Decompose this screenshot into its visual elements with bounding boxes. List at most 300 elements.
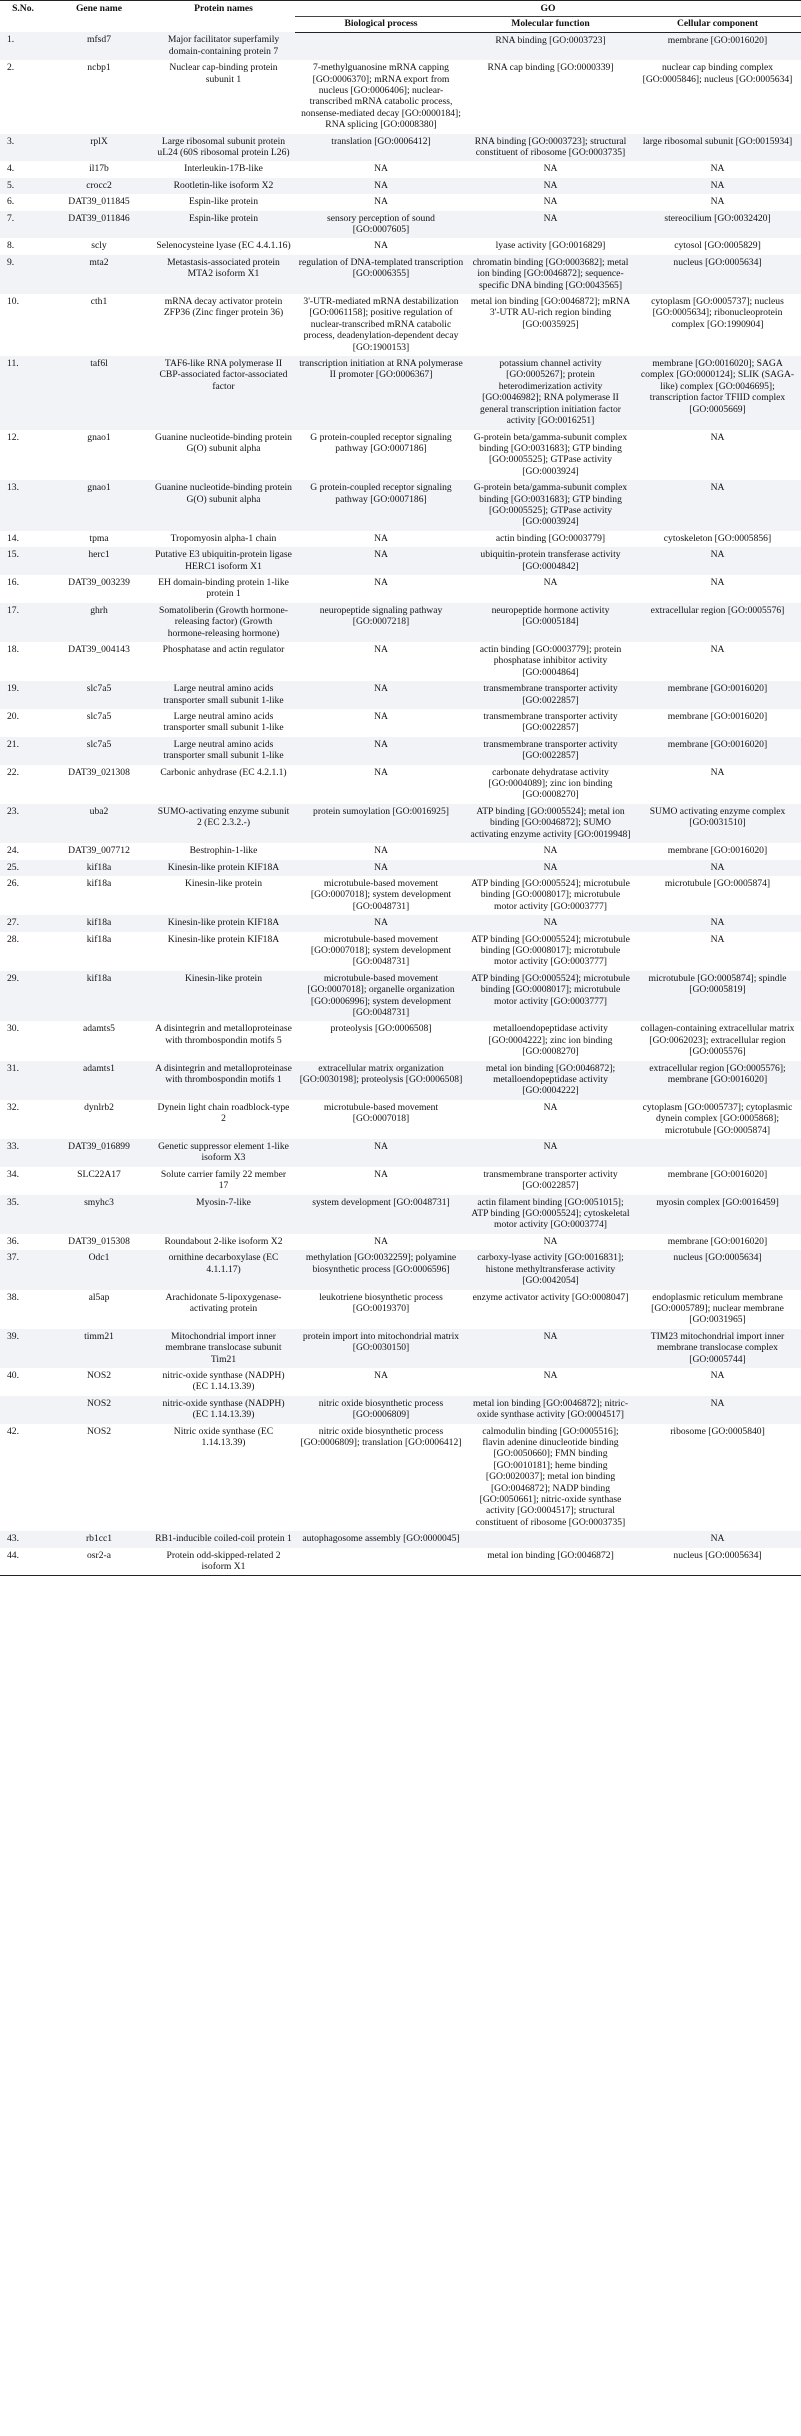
cell-gene-name: NOS2 <box>87 1397 111 1409</box>
cell-gene-name: kif18a <box>86 861 112 873</box>
cell-sno: 26. <box>7 877 19 889</box>
cell-molecular-function: NA <box>543 1369 558 1381</box>
cell-cellular-component: nucleus [GO:0005634] <box>673 1252 762 1264</box>
cell-protein-names: Dynein light chain roadblock-type 2 <box>157 1101 290 1125</box>
cell-sno: 18. <box>7 644 19 655</box>
cell-gene-name: rb1cc1 <box>85 1533 113 1545</box>
cell-biological-process: extracellular matrix organization [GO:0030198]; proteolysis [GO:0006508] <box>299 1062 463 1085</box>
cell-gene-name: kif18a <box>86 877 112 889</box>
cell-biological-process: NA <box>374 644 388 655</box>
cell-cellular-component: NA <box>710 1397 725 1409</box>
table-row <box>0 642 801 681</box>
cell-molecular-function: carbonate dehydratase activity [GO:0004089]; zinc ion binding [GO:0008270] <box>488 766 613 801</box>
cell-gene-name: NOS2 <box>87 1369 111 1381</box>
cell-gene-name: slc7a5 <box>86 738 112 750</box>
cell-protein-names: Arachidonate 5-lipoxygenase-activating protein <box>165 1291 282 1314</box>
cell-biological-process: microtubule-based movement [GO:0007018]; organelle organization [GO:0006996]; system development [GO:0048731] <box>307 972 455 1018</box>
table-header <box>0 1 801 33</box>
cell-gene-name: slc7a5 <box>86 683 112 695</box>
cell-biological-process: transcription initiation at RNA polymerase II promoter [GO:0006367] <box>299 358 463 381</box>
table-row <box>0 178 801 194</box>
cell-sno: 31. <box>7 1062 19 1074</box>
header-cellular-component: Cellular component <box>634 17 801 32</box>
cell-biological-process: G protein-coupled receptor signaling pathway [GO:0007186] <box>310 482 452 505</box>
cell-protein-names: nitric-oxide synthase (NADPH) (EC 1.14.13.39) <box>162 1397 285 1421</box>
cell-protein-names: A disintegrin and metalloproteinase with thrombospondin motifs 5 <box>155 1023 292 1046</box>
cell-protein-names: Rootletin-like isoform X2 <box>173 179 274 191</box>
cell-molecular-function: NA <box>543 196 558 208</box>
cell-molecular-function: NA <box>543 1235 558 1247</box>
cell-molecular-function: ATP binding [GO:0005524]; microtubule binding [GO:0008017]; microtubule motor activity [GO:0003777] <box>471 877 630 912</box>
cell-gene-name: adamts1 <box>83 1062 115 1074</box>
cell-sno: 25. <box>7 861 19 873</box>
cell-biological-process: proteolysis [GO:0006508] <box>330 1023 432 1035</box>
cell-cellular-component: NA <box>710 933 725 945</box>
cell-cellular-component: stereocilium [GO:0032420] <box>664 212 771 224</box>
cell-cellular-component: cytoplasm [GO:0005737]; nucleus [GO:0005634]; ribonucleoprotein complex [GO:1990904] <box>651 296 784 330</box>
cell-molecular-function: transmembrane transporter activity [GO:0022857] <box>483 711 618 734</box>
cell-gene-name: il17b <box>89 163 109 175</box>
cell-biological-process: NA <box>374 179 388 191</box>
cell-cellular-component <box>634 1139 801 1167</box>
cell-protein-names: Nuclear cap-binding protein subunit 1 <box>169 62 278 85</box>
cell-sno: 42. <box>7 1425 19 1437</box>
cell-biological-process: NA <box>374 549 388 561</box>
cell-biological-process: microtubule-based movement [GO:0007018]; system development [GO:0048731] <box>310 933 452 968</box>
cell-cellular-component: NA <box>710 196 725 208</box>
cell-biological-process: G protein-coupled receptor signaling pathway [GO:0007186] <box>310 431 452 454</box>
cell-gene-name: osr2-a <box>46 1548 152 1576</box>
cell-cellular-component: nucleus [GO:0005634] <box>673 256 762 268</box>
cell-sno: 23. <box>7 805 19 817</box>
cell-cellular-component: extracellular region [GO:0005576] <box>650 604 785 616</box>
table-body <box>0 32 801 1576</box>
cell-cellular-component: NA <box>710 861 725 873</box>
cell-biological-process: 7-methylguanosine mRNA capping [GO:0006370]; mRNA export from nucleus [GO:0006406]; nuclear-transcribed mRNA catabolic process, nonsense-mediated decay [GO:0000184]; RNA splicing [GO:0008380] <box>301 62 461 131</box>
cell-protein-names: Metastasis-associated protein MTA2 isoform X1 <box>167 256 280 280</box>
table-row <box>0 356 801 429</box>
cell-protein-names: Large neutral amino acids transporter small subunit 1-like <box>163 711 284 734</box>
cell-protein-names: A disintegrin and metalloproteinase with thrombospondin motifs 1 <box>155 1062 292 1085</box>
cell-protein-names: Kinesin-like protein KIF18A <box>167 861 280 873</box>
cell-sno: 13. <box>7 482 19 494</box>
cell-molecular-function: metalloendopeptidase activity [GO:0004222]; zinc ion binding [GO:0008270] <box>488 1023 613 1058</box>
table-row <box>0 238 801 254</box>
table-row <box>0 603 801 642</box>
cell-molecular-function: actin binding [GO:0003779] <box>495 532 606 544</box>
cell-protein-names: Kinesin-like protein <box>185 877 262 889</box>
cell-sno: 14. <box>7 532 19 544</box>
cell-biological-process: NA <box>374 1168 388 1180</box>
cell-cellular-component: extracellular region [GO:0005576]; membrane [GO:0016020] <box>649 1062 786 1085</box>
cell-protein-names: Protein odd-skipped-related 2 isoform X1 <box>152 1548 295 1576</box>
table-row <box>0 430 801 481</box>
cell-sno: 33. <box>7 1141 19 1153</box>
cell-gene-name: DAT39_011845 <box>68 196 130 208</box>
cell-sno: 44. <box>0 1548 46 1576</box>
cell-molecular-function: G-protein beta/gamma-subunit complex binding [GO:0031683]; GTP binding [GO:0005525]; GTPase activity [GO:0003924] <box>473 431 628 477</box>
cell-gene-name: taf6l <box>90 358 108 370</box>
cell-biological-process: leukotriene biosynthetic process [GO:0019370] <box>319 1291 443 1314</box>
table-row <box>0 1100 801 1139</box>
cell-protein-names: Kinesin-like protein KIF18A <box>167 917 280 929</box>
table-row <box>0 161 801 177</box>
cell-protein-names: TAF6-like RNA polymerase II CBP-associated factor-associated factor <box>159 358 288 392</box>
cell-sno: 5. <box>7 179 15 191</box>
cell-biological-process: NA <box>374 917 388 929</box>
cell-protein-names: Espin-like protein <box>188 212 258 224</box>
cell-gene-name: SLC22A17 <box>77 1168 121 1180</box>
table-row <box>0 1139 801 1167</box>
cell-gene-name: ghrh <box>90 604 108 616</box>
cell-cellular-component: NA <box>710 179 725 191</box>
cell-protein-names: Carbonic anhydrase (EC 4.2.1.1) <box>160 766 287 778</box>
cell-gene-name: kif18a <box>86 917 112 929</box>
cell-molecular-function: ATP binding [GO:0005524]; microtubule binding [GO:0008017]; microtubule motor activity [GO:0003777] <box>471 933 630 968</box>
cell-gene-name: ncbp1 <box>87 62 111 74</box>
cell-protein-names: RB1-inducible coiled-coil protein 1 <box>155 1533 292 1545</box>
cell-gene-name: Odc1 <box>88 1252 110 1264</box>
cell-sno: 36. <box>7 1235 19 1247</box>
cell-biological-process: NA <box>374 845 388 857</box>
cell-protein-names: ornithine decarboxylase (EC 4.1.1.17) <box>168 1252 279 1275</box>
cell-protein-names: Interleukin-17B-like <box>184 163 263 175</box>
cell-cellular-component: NA <box>710 766 725 778</box>
cell-biological-process: NA <box>374 1235 388 1247</box>
cell-cellular-component: myosin complex [GO:0016459] <box>656 1196 779 1208</box>
cell-cellular-component: large ribosomal subunit [GO:0015934] <box>642 135 793 147</box>
cell-gene-name: DAT39_004143 <box>68 644 130 655</box>
cell-gene-name: crocc2 <box>86 179 112 191</box>
cell-protein-names: Mitochondrial import inner membrane translocase subunit Tim21 <box>165 1330 282 1365</box>
table-row <box>0 480 801 531</box>
cell-gene-name: al5ap <box>88 1291 110 1303</box>
cell-biological-process: NA <box>374 576 388 588</box>
cell-molecular-function: NA <box>543 576 558 588</box>
cell-biological-process: NA <box>374 196 388 208</box>
table-row <box>0 531 801 547</box>
cell-biological-process: sensory perception of sound [GO:0007605] <box>327 212 435 235</box>
cell-molecular-function: NA <box>543 845 558 857</box>
cell-protein-names: Selenocysteine lyase (EC 4.4.1.16) <box>156 240 291 252</box>
cell-molecular-function: actin binding [GO:0003779]; protein phosphatase inhibitor activity [GO:0004864] <box>479 644 622 678</box>
cell-cellular-component: membrane [GO:0016020] <box>667 683 768 695</box>
cell-protein-names: Large neutral amino acids transporter small subunit 1-like <box>163 738 284 762</box>
cell-sno: 15. <box>7 549 19 561</box>
cell-protein-names: Large neutral amino acids transporter small subunit 1-like <box>163 683 284 706</box>
cell-gene-name: tpma <box>89 532 109 544</box>
cell-molecular-function: ATP binding [GO:0005524]; microtubule binding [GO:0008017]; microtubule motor activity [GO:0003777] <box>471 972 630 1007</box>
table-row <box>0 709 801 737</box>
cell-molecular-function: metal ion binding [GO:0046872]; mRNA 3'-UTR AU-rich region binding [GO:0035925] <box>470 296 631 330</box>
cell-gene-name: mta2 <box>89 256 109 268</box>
table-row <box>0 915 801 931</box>
cell-molecular-function: metal ion binding [GO:0046872] <box>467 1548 634 1576</box>
table-row <box>0 876 801 915</box>
table-row <box>0 294 801 356</box>
table-row <box>0 32 801 60</box>
table-row <box>0 1368 801 1396</box>
cell-sno: 34. <box>7 1168 19 1180</box>
cell-biological-process: NA <box>374 163 388 175</box>
cell-sno: 3. <box>7 135 15 147</box>
cell-molecular-function: NA <box>543 917 558 929</box>
cell-gene-name: DAT39_016899 <box>68 1141 130 1153</box>
cell-molecular-function: RNA binding [GO:0003723] <box>495 34 606 46</box>
cell-sno: 28. <box>7 933 19 945</box>
cell-gene-name: dynlrb2 <box>84 1101 114 1113</box>
cell-gene-name: timm21 <box>84 1330 114 1342</box>
cell-molecular-function: NA <box>543 163 558 175</box>
cell-biological-process: microtubule-based movement [GO:0007018] <box>323 1101 439 1125</box>
table-row <box>0 255 801 294</box>
cell-sno: 32. <box>7 1101 19 1113</box>
cell-cellular-component: collagen-containing extracellular matrix [GO:0062023]; extracellular region [GO:0005576] <box>640 1023 795 1058</box>
cell-sno: 20. <box>7 711 19 723</box>
cell-molecular-function: NA <box>543 1141 558 1153</box>
cell-sno: 21. <box>7 738 19 750</box>
header-gene-name: Gene name <box>46 1 152 33</box>
cell-biological-process: 3'-UTR-mediated mRNA destabilization [GO:0061158]; positive regulation of nuclear-transcribed mRNA catabolic process, deadenylation-dependent decay [GO:1900153] <box>303 296 459 353</box>
cell-gene-name: gnao1 <box>87 482 111 494</box>
cell-sno: 39. <box>7 1330 19 1342</box>
table-row <box>0 765 801 804</box>
cell-sno: 29. <box>7 972 19 984</box>
cell-cellular-component: membrane [GO:0016020] <box>667 738 768 750</box>
header-biological-process: Biological process <box>295 17 467 32</box>
cell-cellular-component: membrane [GO:0016020] <box>667 1168 768 1180</box>
cell-biological-process: NA <box>374 240 388 252</box>
table-row <box>0 194 801 210</box>
cell-protein-names: Tropomyosin alpha-1 chain <box>170 532 277 544</box>
table-row <box>0 1195 801 1234</box>
table-row <box>0 1290 801 1329</box>
table-row <box>0 575 801 603</box>
table-row <box>0 547 801 575</box>
cell-cellular-component: cytosol [GO:0005829] <box>674 240 761 252</box>
cell-molecular-function: enzyme activator activity [GO:0008047] <box>472 1291 629 1303</box>
cell-cellular-component: nucleus [GO:0005634] <box>634 1548 801 1576</box>
cell-cellular-component: NA <box>710 1533 725 1545</box>
cell-molecular-function: NA <box>543 1101 558 1113</box>
cell-gene-name: gnao1 <box>87 431 111 443</box>
table-row <box>0 1021 801 1060</box>
cell-molecular-function: NA <box>543 212 558 224</box>
cell-biological-process: system development [GO:0048731] <box>312 1196 450 1208</box>
cell-molecular-function: RNA binding [GO:0003723]; structural constituent of ribosome [GO:0003735] <box>474 135 627 158</box>
cell-protein-names: Espin-like protein <box>188 196 258 208</box>
cell-sno: 12. <box>7 431 19 443</box>
cell-gene-name: DAT39_015308 <box>68 1235 130 1247</box>
cell-biological-process: neuropeptide signaling pathway [GO:0007218] <box>319 604 443 628</box>
cell-gene-name: DAT39_021308 <box>68 766 130 778</box>
cell-protein-names: Putative E3 ubiquitin-protein ligase HERC1 isoform X1 <box>155 549 292 572</box>
cell-biological-process: NA <box>374 532 388 544</box>
cell-cellular-component: ribosome [GO:0005840] <box>670 1425 765 1437</box>
cell-cellular-component: membrane [GO:0016020] <box>667 34 768 46</box>
cell-biological-process: NA <box>374 683 388 695</box>
cell-gene-name: kif18a <box>86 933 112 945</box>
table-row <box>0 1167 801 1195</box>
cell-gene-name: DAT39_003239 <box>68 576 130 588</box>
cell-cellular-component: NA <box>710 644 725 655</box>
cell-biological-process <box>295 1548 467 1576</box>
cell-biological-process: microtubule-based movement [GO:0007018]; system development [GO:0048731] <box>310 877 452 912</box>
cell-sno: 1. <box>7 34 15 46</box>
cell-sno: 16. <box>7 576 19 588</box>
cell-protein-names: mRNA decay activator protein ZFP36 (Zinc finger protein 36) <box>163 296 284 319</box>
cell-biological-process: nitric oxide biosynthetic process [GO:0006809] <box>318 1397 444 1421</box>
cell-biological-process: NA <box>374 1369 388 1381</box>
header-sno: S.No. <box>0 1 46 33</box>
table-row <box>0 843 801 859</box>
cell-biological-process: autophagosome assembly [GO:0000045] <box>302 1533 460 1545</box>
table-row <box>0 1061 801 1100</box>
cell-gene-name: slc7a5 <box>86 711 112 723</box>
cell-gene-name: rplX <box>90 135 108 147</box>
cell-biological-process: protein sumoylation [GO:0016925] <box>313 805 449 817</box>
cell-cellular-component: membrane [GO:0016020] <box>667 1235 768 1247</box>
cell-sno: 24. <box>7 845 19 857</box>
cell-molecular-function: neuropeptide hormone activity [GO:0005184] <box>491 604 610 628</box>
cell-gene-name: NOS2 <box>87 1425 111 1437</box>
cell-molecular-function: actin filament binding [GO:0051015]; ATP binding [GO:0005524]; cytoskeletal motor activity [GO:0003774] <box>471 1196 630 1231</box>
cell-sno: 4. <box>7 163 15 175</box>
table-row <box>0 932 801 971</box>
cell-molecular-function: transmembrane transporter activity [GO:0022857] <box>483 1168 618 1192</box>
cell-sno: 9. <box>7 256 15 268</box>
cell-sno: 11. <box>7 358 19 370</box>
table-row <box>0 681 801 709</box>
cell-biological-process: protein import into mitochondrial matrix [GO:0030150] <box>302 1330 460 1354</box>
cell-cellular-component: cytoskeleton [GO:0005856] <box>663 532 772 544</box>
table-row <box>0 1531 801 1547</box>
cell-cellular-component: NA <box>710 549 725 561</box>
cell-molecular-function: NA <box>543 1330 558 1342</box>
cell-sno: 17. <box>7 604 19 616</box>
cell-biological-process: NA <box>374 738 388 750</box>
cell-molecular-function: metal ion binding [GO:0046872]; nitric-oxide synthase activity [GO:0004517] <box>472 1397 629 1421</box>
header-go: GO <box>295 1 801 17</box>
cell-cellular-component: SUMO activating enzyme complex [GO:0031510] <box>649 805 786 829</box>
cell-molecular-function: NA <box>543 179 558 191</box>
cell-gene-name: scly <box>91 240 107 252</box>
cell-protein-names: Genetic suppressor element 1-like isoform X3 <box>158 1141 289 1164</box>
cell-biological-process: methylation [GO:0032259]; polyamine biosynthetic process [GO:0006596] <box>305 1252 457 1275</box>
cell-sno <box>0 1396 46 1424</box>
cell-cellular-component: membrane [GO:0016020] <box>667 711 768 723</box>
header-protein-names: Protein names <box>152 1 295 33</box>
cell-molecular-function: potassium channel activity [GO:0005267]; protein heterodimerization activity [GO:0046982]; RNA polymerase II general transcription initiation factor activity [GO:0016251] <box>480 358 621 427</box>
cell-biological-process: translation [GO:0006412] <box>331 135 431 147</box>
table-row <box>0 737 801 765</box>
cell-protein-names: EH domain-binding protein 1-like protein 1 <box>158 576 289 600</box>
cell-sno: 30. <box>7 1023 19 1035</box>
table-row <box>0 1548 801 1576</box>
cell-protein-names: Roundabout 2-like isoform X2 <box>164 1235 283 1247</box>
cell-sno: 2. <box>7 62 15 74</box>
cell-cellular-component: NA <box>710 1369 725 1381</box>
cell-cellular-component: microtubule [GO:0005874] <box>664 877 771 889</box>
table-row <box>0 1424 801 1532</box>
cell-sno: 19. <box>7 683 19 695</box>
cell-molecular-function: NA <box>543 861 558 873</box>
cell-protein-names: SUMO-activating enzyme subunit 2 (EC 2.3.2.-) <box>157 805 290 829</box>
cell-sno: 6. <box>7 196 15 208</box>
table-row <box>0 1234 801 1250</box>
cell-biological-process: NA <box>374 1141 388 1153</box>
table-row <box>0 134 801 162</box>
cell-gene-name: DAT39_007712 <box>68 845 130 857</box>
table-row <box>0 1396 801 1424</box>
cell-molecular-function: metal ion binding [GO:0046872]; metalloendopeptidase activity [GO:0004222] <box>485 1062 616 1097</box>
cell-molecular-function: lyase activity [GO:0016829] <box>495 240 606 252</box>
cell-gene-name: mfsd7 <box>87 34 111 46</box>
cell-biological-process <box>295 32 467 60</box>
cell-molecular-function: carboxy-lyase activity [GO:0016831]; histone methyltransferase activity [GO:0042054] <box>477 1252 624 1287</box>
cell-cellular-component: microtubule [GO:0005874]; spindle [GO:0005819] <box>648 972 787 996</box>
cell-biological-process: NA <box>374 766 388 778</box>
cell-molecular-function: ATP binding [GO:0005524]; metal ion binding [GO:0046872]; SUMO activating enzyme activity [GO:0019948] <box>470 805 631 840</box>
cell-molecular-function: chromatin binding [GO:0003682]; metal ion binding [GO:0046872]; sequence-specific DNA binding [GO:0043565] <box>472 256 629 291</box>
header-molecular-function: Molecular function <box>467 17 634 32</box>
cell-protein-names: Kinesin-like protein <box>185 972 262 984</box>
table-row <box>0 1329 801 1368</box>
cell-cellular-component: NA <box>710 163 725 175</box>
cell-sno: 8. <box>7 240 15 252</box>
cell-cellular-component: endoplasmic reticulum membrane [GO:0005789]; nuclear membrane [GO:0031965] <box>651 1291 784 1326</box>
cell-sno: 35. <box>7 1196 19 1208</box>
cell-sno: 40. <box>7 1369 19 1381</box>
table-row <box>0 860 801 876</box>
cell-cellular-component: NA <box>710 431 725 443</box>
cell-sno: 22. <box>7 766 19 778</box>
cell-sno: 37. <box>7 1252 19 1264</box>
cell-cellular-component: nuclear cap binding complex [GO:0005846]; nucleus [GO:0005634] <box>642 62 793 85</box>
cell-gene-name: kif18a <box>86 972 112 984</box>
cell-protein-names: Solute carrier family 22 member 17 <box>160 1168 287 1192</box>
cell-protein-names: nitric-oxide synthase (NADPH) (EC 1.14.13.39) <box>162 1369 285 1393</box>
cell-gene-name: cth1 <box>90 296 108 308</box>
table-row <box>0 1250 801 1289</box>
cell-protein-names: Large ribosomal subunit protein uL24 (60S ribosomal protein L26) <box>157 135 290 158</box>
cell-cellular-component: membrane [GO:0016020]; SAGA complex [GO:0000124]; SLIK (SAGA-like) complex [GO:0046695]; transcription factor TFIID complex [GO:0005669] <box>640 358 795 415</box>
cell-molecular-function: RNA cap binding [GO:0000339] <box>487 62 614 74</box>
cell-sno: 7. <box>7 212 15 224</box>
cell-cellular-component: TIM23 mitochondrial import inner membrane translocase complex [GO:0005744] <box>650 1330 785 1365</box>
cell-cellular-component: cytoplasm [GO:0005737]; cytoplasmic dynein complex [GO:0005868]; microtubule [GO:0005874] <box>642 1101 793 1136</box>
cell-cellular-component: NA <box>710 482 725 494</box>
cell-biological-process: nitric oxide biosynthetic process [GO:0006809]; translation [GO:0006412] <box>300 1425 462 1448</box>
table-row <box>0 211 801 239</box>
cell-protein-names: Kinesin-like protein KIF18A <box>167 933 280 945</box>
cell-gene-name: herc1 <box>88 549 110 561</box>
cell-gene-name: adamts5 <box>83 1023 115 1035</box>
cell-biological-process: NA <box>374 711 388 723</box>
table-row <box>0 804 801 843</box>
cell-protein-names: Somatoliberin (Growth hormone-releasing factor) (Growth hormone-releasing hormone) <box>159 604 288 639</box>
cell-sno: 43. <box>7 1533 19 1545</box>
cell-molecular-function: transmembrane transporter activity [GO:0022857] <box>483 738 618 762</box>
cell-sno: 27. <box>7 917 19 929</box>
cell-biological-process: NA <box>374 861 388 873</box>
cell-protein-names: Guanine nucleotide-binding protein G(O) subunit alpha <box>155 431 292 454</box>
cell-biological-process: regulation of DNA-templated transcription [GO:0006355] <box>298 256 464 280</box>
cell-molecular-function <box>467 1531 634 1547</box>
cell-cellular-component: membrane [GO:0016020] <box>667 845 768 857</box>
cell-molecular-function: ubiquitin-protein transferase activity [GO:0004842] <box>480 549 621 572</box>
cell-cellular-component: NA <box>710 576 725 588</box>
